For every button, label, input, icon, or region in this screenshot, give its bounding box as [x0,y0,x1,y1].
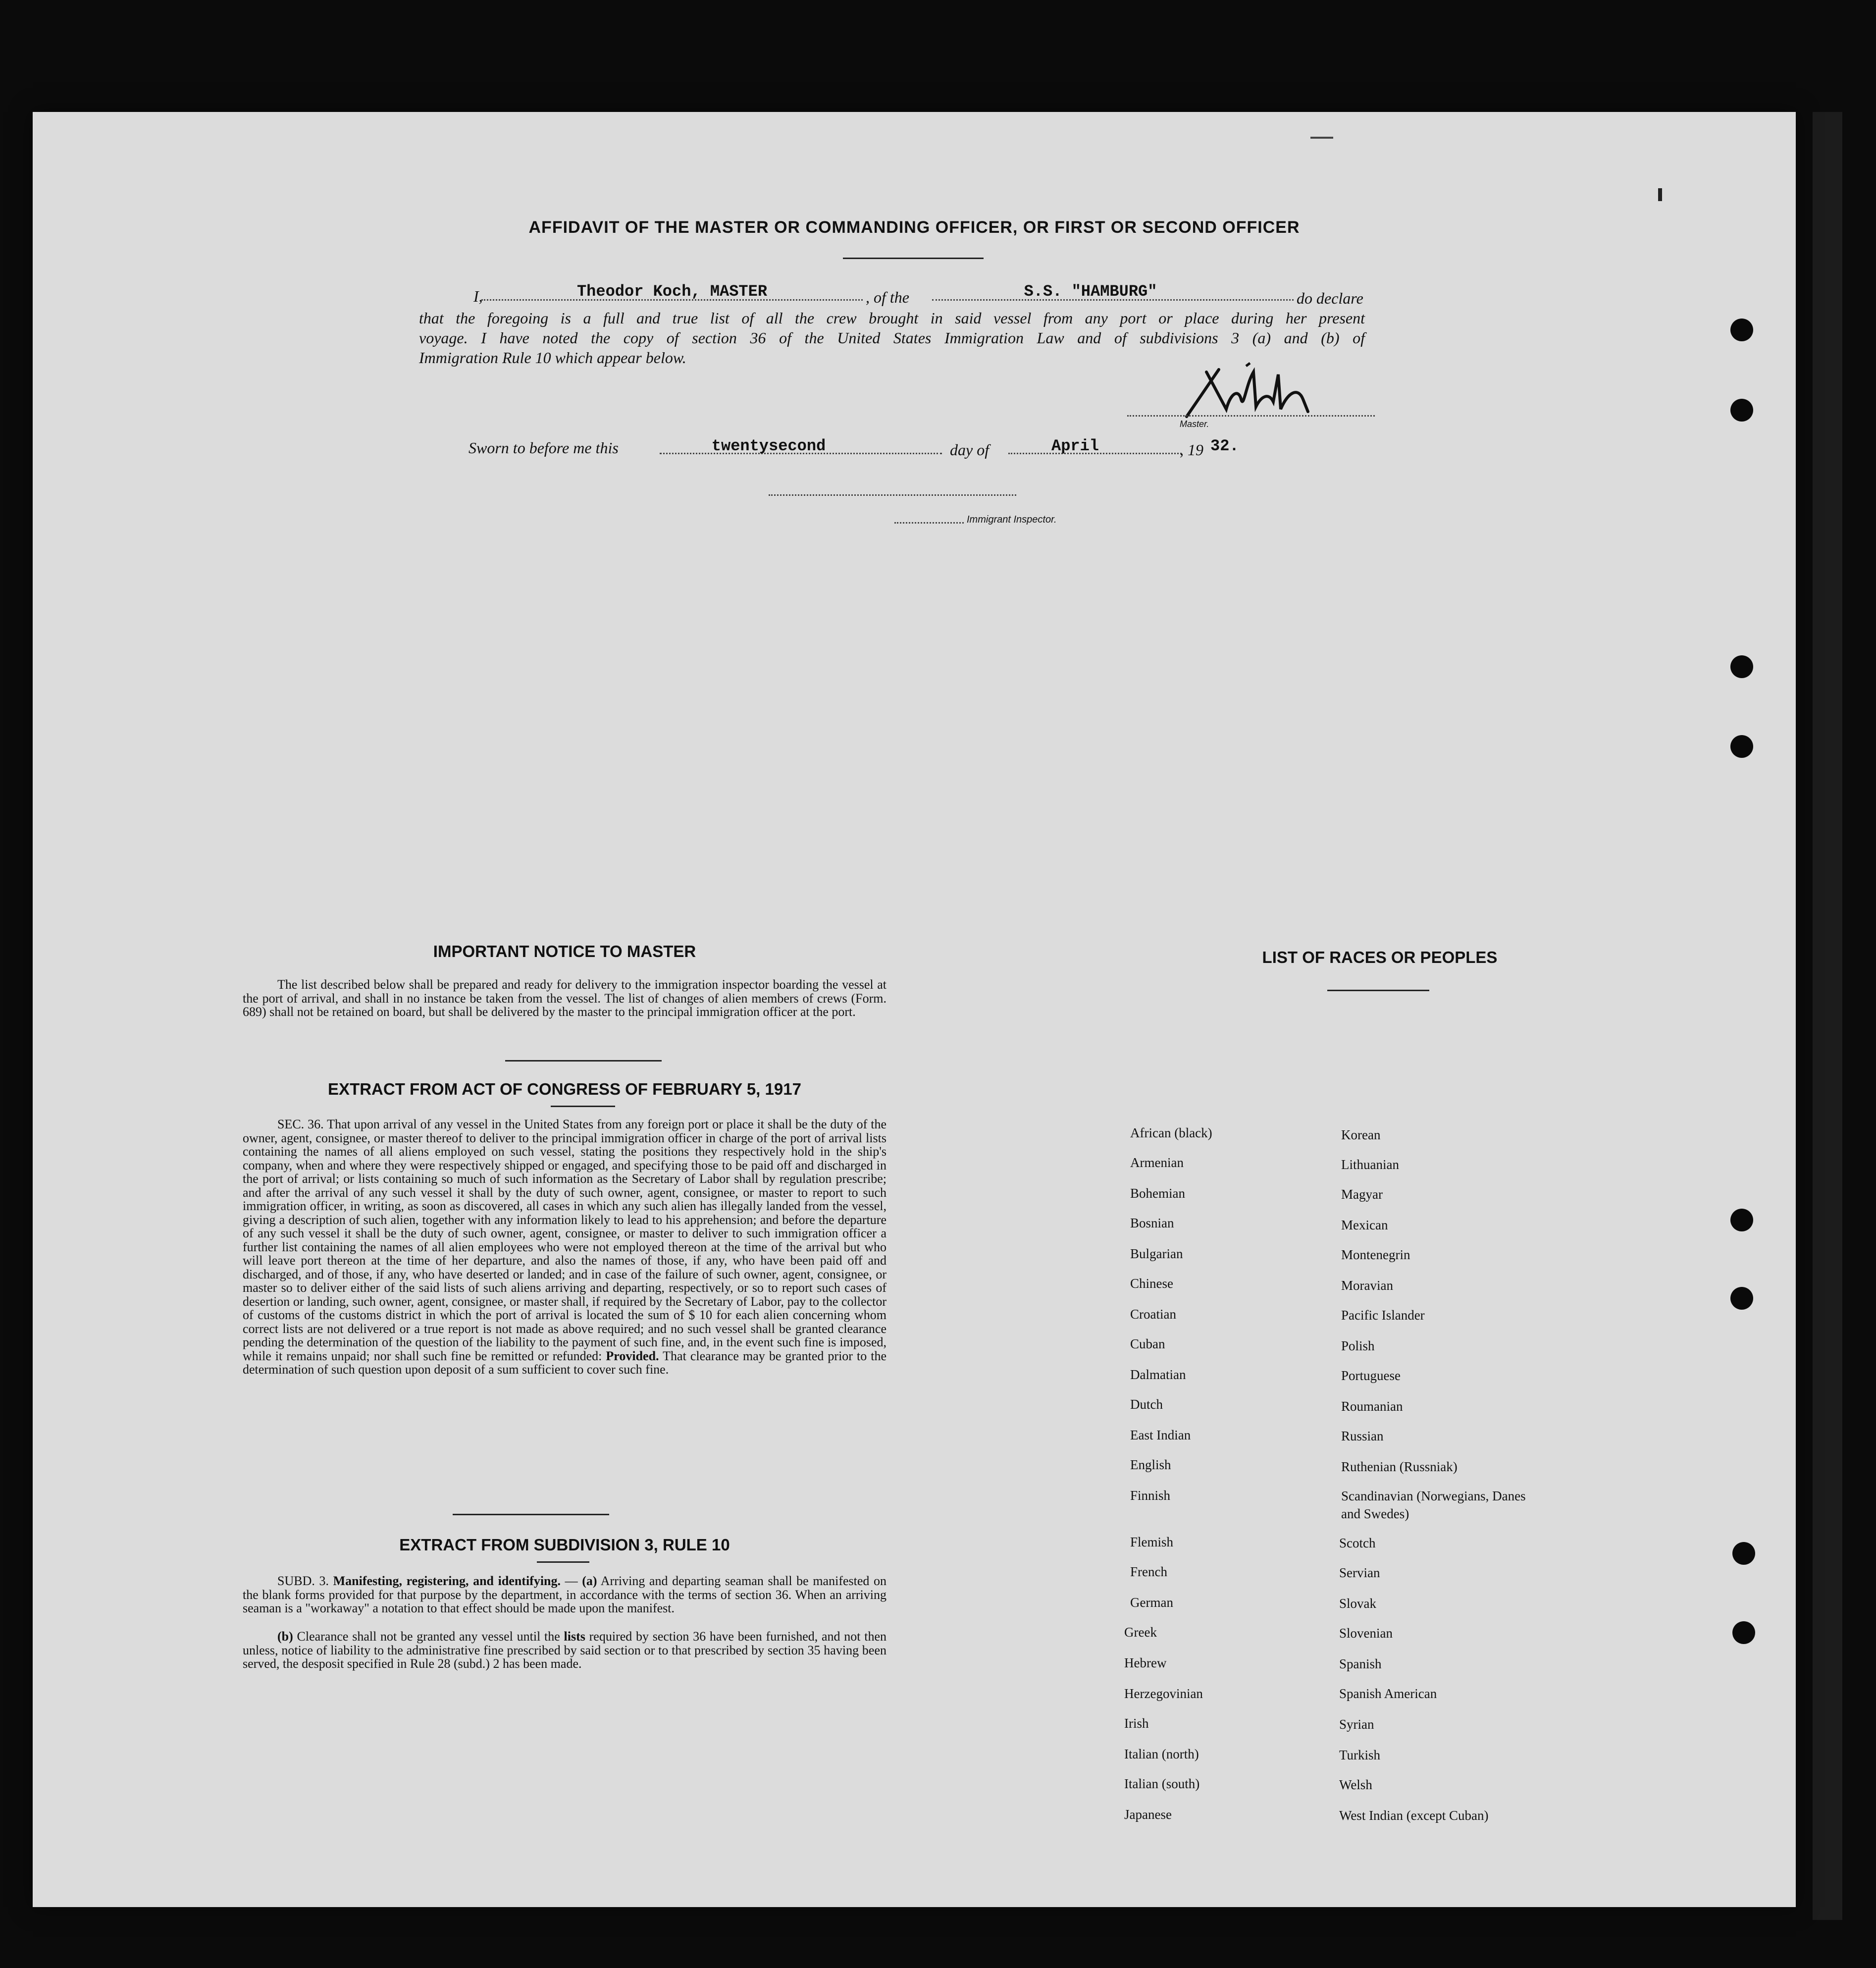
race-item: African (black) [1130,1125,1212,1140]
race-item: West Indian (except Cuban) [1339,1808,1489,1823]
do-declare-label: do declare [1297,289,1363,307]
scratch-mark [1658,188,1662,201]
master-signature [1172,362,1340,426]
races-rule [1327,990,1429,991]
race-item: Spanish American [1339,1686,1437,1701]
race-item: English [1130,1457,1171,1472]
race-item: Italian (north) [1124,1747,1199,1761]
act-end-rule [453,1514,609,1515]
punch-hole [1730,655,1753,678]
subd-b-marker: (b) [277,1629,293,1644]
subd-a-marker: (a) [582,1574,597,1588]
race-item: Slovak [1339,1596,1377,1611]
race-item: Pacific Islander [1341,1308,1425,1323]
race-item: Dutch [1130,1397,1163,1412]
subd-label: SUBD. 3. [277,1574,329,1588]
race-item: Welsh [1339,1777,1372,1792]
notice-text: The list described below shall be prepared and ready for delivery to the immigration inspector boarding the vessel at the port of arrival, and shall in no instance be taken from the vessel. The list of changes of alien members of crews (Form. 689) shall not be retained on board, but shall be delivered by the master to the principal immigration officer at the port. [243,977,886,1019]
subd-b-text-1: Clearance shall not be granted any vessel until the [297,1629,560,1644]
race-item: Italian (south) [1124,1776,1200,1791]
race-item: Finnish [1130,1488,1171,1503]
rule10-rule [537,1561,589,1563]
race-item: Croatian [1130,1307,1176,1322]
inspector-label: Immigrant Inspector. [967,514,1057,525]
race-item: Lithuanian [1341,1157,1399,1172]
rule10-para-b [243,1630,886,1671]
sworn-label: Sworn to before me this [469,439,619,457]
subd-b-text-2: required by section 36 have been furnished, and not then unless, notice of liability to the administrative fine prescribed by said section or to that prescribed by section 35 having been served, the desposit specified in Rule 28 (subd.) 2 has been made. [243,1629,886,1671]
binder-edge [1813,112,1842,1920]
punch-hole [1730,735,1753,758]
punch-hole [1732,1542,1755,1565]
race-item: Herzegovinian [1124,1686,1203,1701]
punch-hole [1730,1287,1753,1310]
race-item: Spanish [1339,1656,1382,1671]
affidavit-line-2: that the foregoing is a full and true list of all the crew brought in said vessel from any port or place during her present [419,309,1365,327]
punch-hole [1730,319,1753,341]
race-item: Flemish [1130,1535,1174,1549]
race-item: Syrian [1339,1717,1374,1732]
race-item: Hebrew [1124,1655,1167,1670]
race-item: Chinese [1130,1276,1173,1291]
race-item: Servian [1339,1565,1380,1580]
punch-hole [1730,399,1753,422]
subd-a-text: Arriving and departing seaman shall be manifested on the blank forms provided for that purpose by the department, in accordance with the terms of section 36. When an arriving seaman is a "workaway" a notation to that effect should be made upon the manifest. [243,1574,887,1615]
year-prefix: , 19 [1180,441,1203,459]
year-field[interactable]: 32. [1210,437,1239,455]
race-item: Korean [1341,1127,1381,1142]
race-item: Japanese [1124,1807,1172,1822]
race-item: Moravian [1341,1278,1393,1293]
vessel-name-field[interactable]: S.S. "HAMBURG" [1024,282,1157,301]
notice-title: IMPORTANT NOTICE TO MASTER [433,942,696,960]
month-field[interactable]: April [1051,437,1099,455]
act-title: EXTRACT FROM ACT OF CONGRESS OF FEBRUARY 5, 1917 [328,1080,801,1098]
affidavit-title: AFFIDAVIT OF THE MASTER OR COMMANDING OFFICER, OR FIRST OR SECOND OFFICER [528,218,1300,237]
race-item: East Indian [1130,1428,1191,1442]
master-name-field[interactable]: Theodor Koch, MASTER [576,282,768,301]
races-title: LIST OF RACES OR PEOPLES [1262,948,1498,966]
act-provided: Provided. [606,1348,659,1363]
act-text-main: SEC. 36. That upon arrival of any vessel in the United States from any foreign port or place it shall be the duty of the owner, agent, consignee, or master thereof to deliver to the principal immigration officer in charge of the port of arrival lists containing the names of all aliens employed on such vessel, stating the positions they respectively hold in the ship's company, when and where they were respectively shipped or engaged, and specifying those to be paid off and discharged in the port of arrival; or lists containing so much of such information as the Secretary of Labor shall by regulation prescribe; and after the arrival of any such vessel it shall by the duty of such owner, agent, consignee, or master to report to such immigration officer, in writing, as soon as discovered, all cases in which any such alien has illegally landed from the vessel, giving a description of such alien, together with any information likely to lead to his apprehension; and before the departure of any such vessel it shall be the duty of such owner, agent, consignee, or master to deliver to such immigration officer a further list containing the names of all alien employees who were not employed thereon at the time of the arrival but who will leave port thereon at the time of her departure, and also the names of those, if any, who have been paid off and discharged, and of those, if any, who have deserted or landed; and in case of the failure of such owner, agent, consignee, or master so to deliver either of the said lists of such aliens arriving and departing, respectively, or so to report such cases of desertion or landing, such owner, agent, consignee, or master shall, if required by the Secretary of Labor, pay to the collector of customs of the customs district in which the port of arrival is located the sum of $ 10 for each alien concerning whom correct lists are not delivered or a true report is not made as above required; and no such vessel shall be granted clearance pending the determination of the question of the liability to the payment of such fine, and, in the event such fine is imposed, while it remains unpaid; nor shall such fine be remitted or refunded: [243,1117,886,1363]
affidavit-i: I, [473,287,483,305]
race-item: Portuguese [1341,1368,1401,1383]
inspector-line-1 [769,494,1016,496]
act-text-end: That clearance may be granted prior to the determination of such question upon deposit of a sum sufficient to cover such fine. [243,1348,887,1377]
race-item: Bulgarian [1130,1246,1183,1261]
race-item: French [1130,1564,1167,1579]
notice-rule [505,1060,662,1062]
subd-b-lists: lists [564,1629,585,1644]
race-item: Roumanian [1341,1399,1403,1414]
rule10-title: EXTRACT FROM SUBDIVISION 3, RULE 10 [399,1536,730,1554]
race-item: Irish [1124,1716,1149,1731]
subd-heading: Manifesting, registering, and identifying. [333,1574,561,1588]
race-item: Montenegrin [1341,1247,1410,1262]
race-item: Ruthenian (Russniak) [1341,1459,1458,1474]
signature-caption: Master. [1180,419,1209,429]
affidavit-line-3: voyage. I have noted the copy of section 36 of the United States Immigration Law and of subdivisions 3 (a) and (b) of [419,329,1365,347]
race-item: Dalmatian [1130,1367,1186,1382]
race-item: Turkish [1339,1748,1381,1762]
race-item: Russian [1341,1429,1384,1443]
punch-hole [1730,1209,1753,1231]
rule10-para-a: SUBD. 3. Manifesting, registering, and identifying. — (a) Arriving and departing seaman shall be manifested on the blank forms provided for that purpose by the department, in accordance with the terms of section 36. When an arriving seaman is a "workaway" a notation to that effect should be made upon the manifest. [243,1574,887,1615]
race-item: Slovenian [1339,1626,1393,1641]
race-item: Bohemian [1130,1186,1185,1201]
race-item: Magyar [1341,1187,1383,1202]
inspector-line-2 [894,522,964,524]
punch-hole [1732,1621,1755,1644]
race-item: Scandinavian (Norwegians, Danes and Swedes) [1341,1489,1526,1521]
act-text [243,1117,886,1377]
act-rule [551,1106,615,1107]
signature-line [1127,415,1375,417]
title-underline [843,258,984,259]
day-of-label: day of [950,441,990,459]
document-page [33,112,1796,1907]
race-item: Armenian [1130,1155,1184,1170]
sworn-day-field[interactable]: twentysecond [711,437,826,455]
of-the-label: , of the [866,288,909,306]
race-item: Greek [1124,1625,1157,1640]
race-item: Bosnian [1130,1216,1174,1230]
affidavit-line-4: Immigration Rule 10 which appear below. [419,349,686,367]
race-item: Scotch [1339,1536,1376,1550]
race-item: Polish [1341,1338,1375,1353]
race-item: German [1130,1595,1173,1610]
scratch-mark [1310,137,1333,139]
race-item: Cuban [1130,1336,1165,1351]
race-item: Mexican [1341,1218,1388,1232]
